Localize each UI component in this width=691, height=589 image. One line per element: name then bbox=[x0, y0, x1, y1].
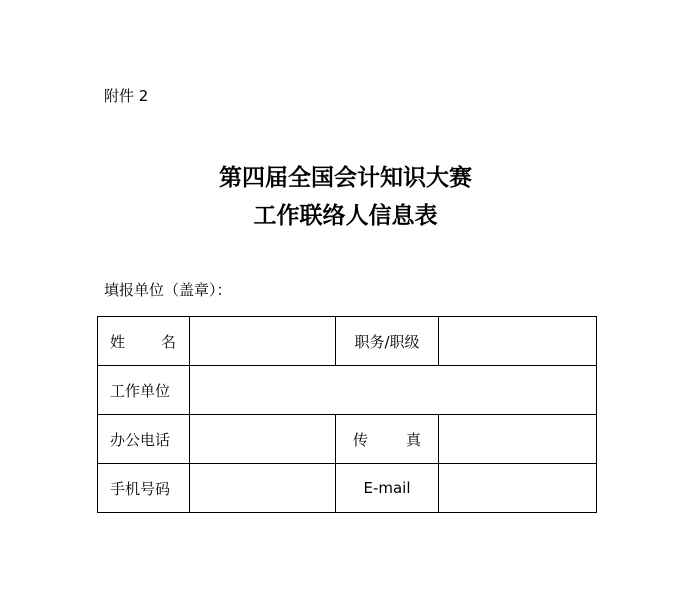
office-phone-label: 办公电话 bbox=[110, 430, 171, 449]
reporting-unit-label: 填报单位（盖章）： bbox=[104, 281, 232, 299]
org-label-cell bbox=[98, 366, 190, 415]
email-label: E-mail bbox=[363, 479, 411, 497]
fax-value-cell[interactable] bbox=[439, 415, 597, 464]
name-value-cell[interactable] bbox=[190, 317, 336, 366]
office-phone-label-cell bbox=[98, 415, 190, 464]
email-label-cell bbox=[336, 464, 439, 513]
mobile-label-cell bbox=[98, 464, 190, 513]
email-value-cell[interactable] bbox=[439, 464, 597, 513]
position-value-cell[interactable] bbox=[439, 317, 597, 366]
table-row-organization bbox=[98, 366, 597, 415]
attachment-label: 附件 2 bbox=[104, 87, 149, 105]
table-row-mobile bbox=[98, 464, 597, 513]
document-title-line-1: 第四届全国会计知识大赛 bbox=[219, 164, 472, 191]
name-label: 姓 名 bbox=[110, 332, 176, 351]
office-phone-value-cell[interactable] bbox=[190, 415, 336, 464]
position-label: 职务/职级 bbox=[354, 332, 420, 351]
org-label: 工作单位 bbox=[110, 381, 171, 400]
org-value-cell[interactable] bbox=[190, 366, 597, 415]
document-title-line-2: 工作联络人信息表 bbox=[253, 202, 438, 229]
fax-label-cell bbox=[336, 415, 439, 464]
contact-info-table bbox=[97, 316, 597, 513]
name-label-cell bbox=[98, 317, 190, 366]
fax-label: 传 真 bbox=[353, 430, 421, 449]
position-label-cell bbox=[336, 317, 439, 366]
mobile-label: 手机号码 bbox=[110, 479, 171, 498]
table-row-name bbox=[98, 317, 597, 366]
mobile-value-cell[interactable] bbox=[190, 464, 336, 513]
table-row-phone bbox=[98, 415, 597, 464]
